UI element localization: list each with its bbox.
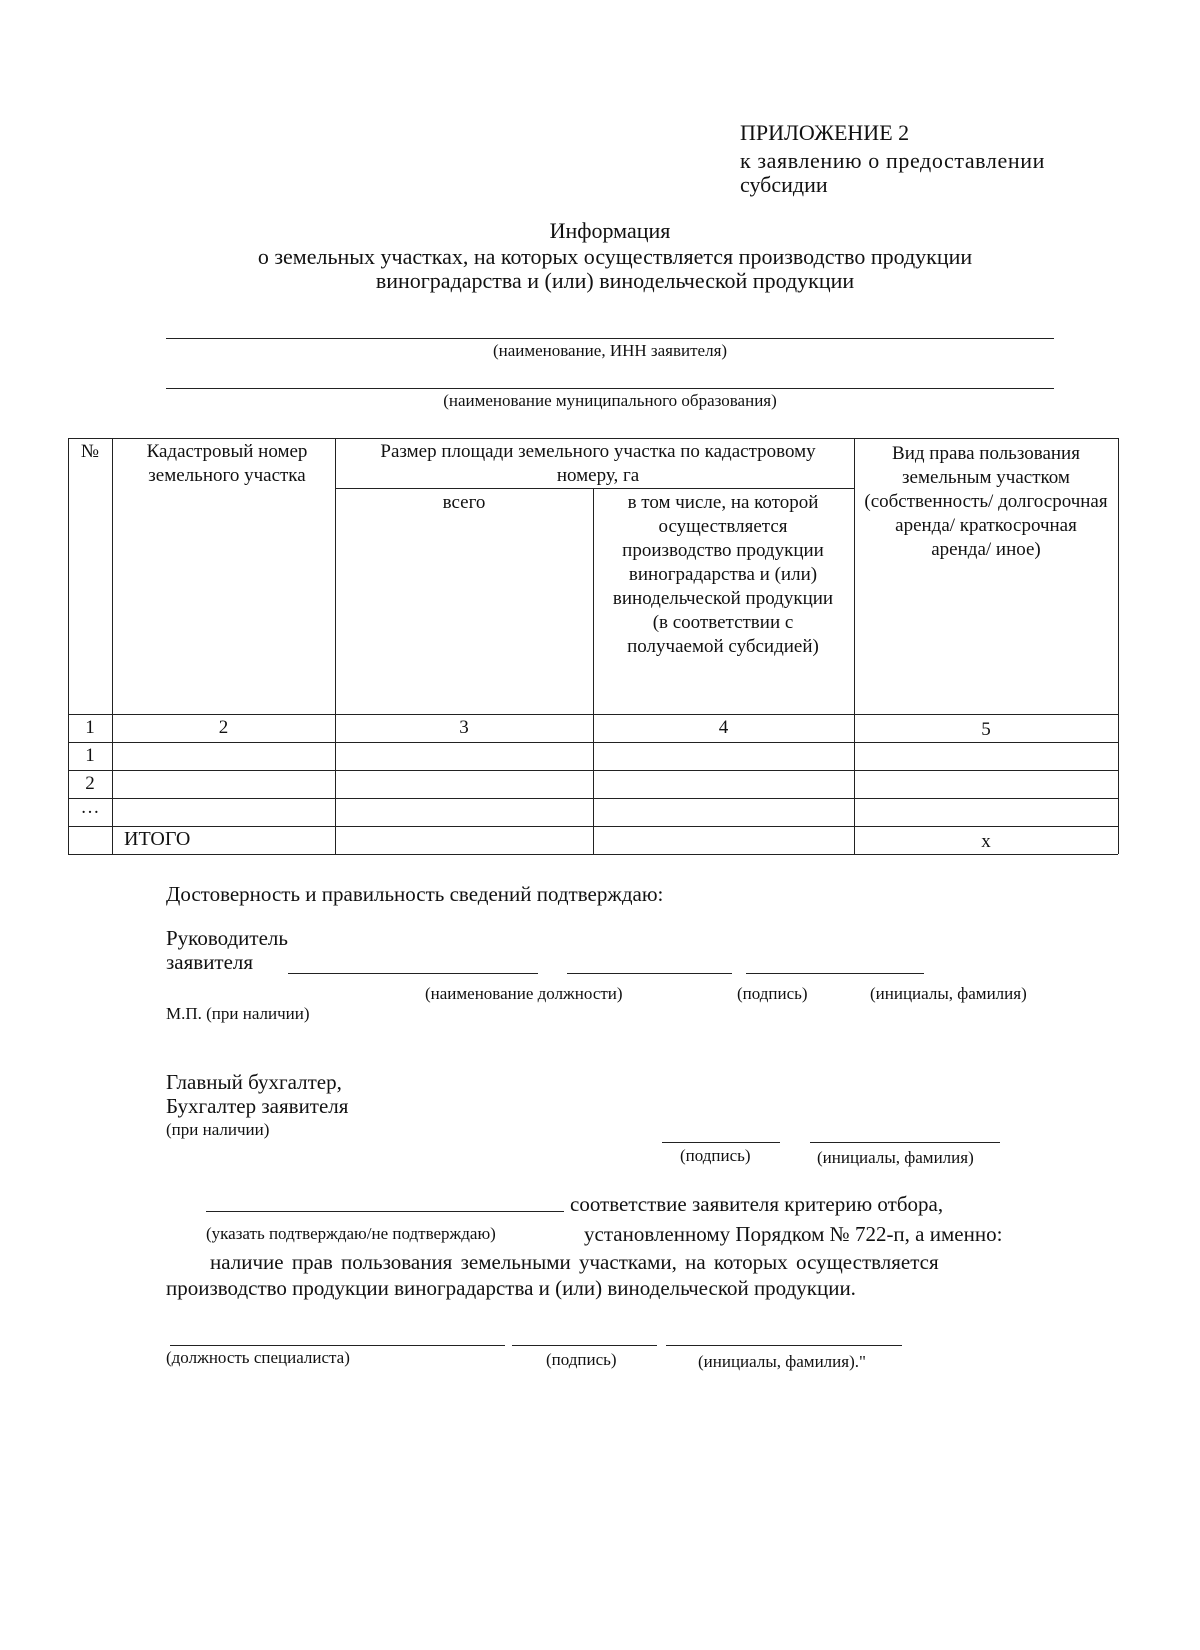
applicant-caption: (наименование, ИНН заявителя) <box>492 341 728 360</box>
compliance-text-2: установленному Порядком № 722-п, а именно: <box>584 1222 1003 1246</box>
compliance-text-4: производство продукции виноградарства и (или) винодельческой продукции. <box>166 1276 856 1300</box>
accountant-name-line[interactable] <box>810 1142 1000 1143</box>
table-row: 1 <box>85 745 95 766</box>
appendix-line-1: к заявлению о предоставлении <box>740 148 1045 173</box>
header-area-total: всего <box>442 492 486 513</box>
municipality-line[interactable] <box>166 388 1054 389</box>
accountant-line-3: (при наличии) <box>166 1120 270 1139</box>
caption-position: (наименование должности) <box>425 984 623 1003</box>
specialist-caption-name: (инициалы, фамилия)." <box>698 1352 866 1371</box>
specialist-name-line[interactable] <box>666 1345 902 1346</box>
caption-signature: (подпись) <box>737 984 808 1003</box>
compliance-caption-confirm: (указать подтверждаю/не подтверждаю) <box>206 1224 496 1243</box>
column-number: 4 <box>718 717 729 738</box>
total-right: x <box>981 831 991 852</box>
head-line-2: заявителя <box>166 950 254 974</box>
heading-line-1: о земельных участках, на которых осуществляется производство продукции <box>257 244 973 269</box>
signature-line[interactable] <box>567 973 732 974</box>
column-number: 3 <box>459 717 469 738</box>
specialist-signature-line[interactable] <box>512 1345 657 1346</box>
column-number: 1 <box>85 717 95 738</box>
compliance-text-1: соответствие заявителя критерию отбора, <box>570 1192 944 1216</box>
header-area-including: в том числе, на которой осуществляется производство продукции виноградарства и (или) винодельческой продукции (в соответствии с получаемой субсидией) <box>612 492 834 657</box>
land-plots-table <box>68 438 1118 854</box>
appendix-title: ПРИЛОЖЕНИЕ 2 <box>740 120 910 145</box>
head-line-1: Руководитель <box>166 926 288 950</box>
caption-name: (инициалы, фамилия) <box>870 984 1027 1003</box>
accountant-signature-line[interactable] <box>662 1142 780 1143</box>
compliance-text-3: наличие прав пользования земельными участками, на которых осуществляется <box>210 1250 939 1274</box>
name-line[interactable] <box>746 973 924 974</box>
position-line[interactable] <box>288 973 538 974</box>
header-cadastral: Кадастровый номер земельного участка <box>146 441 308 486</box>
applicant-line[interactable] <box>166 338 1054 339</box>
accountant-line-2: Бухгалтер заявителя <box>166 1094 349 1118</box>
heading-line-2: виноградарства и (или) винодельческой продукции <box>375 268 855 293</box>
header-right-type: Вид права пользования земельным участком (собственность/ долгосрочная аренда/ краткосрочная аренда/ иное) <box>864 443 1108 560</box>
confirm-choice-line[interactable] <box>206 1211 564 1212</box>
appendix-line-2: субсидии <box>740 172 828 197</box>
specialist-position-line[interactable] <box>170 1345 505 1346</box>
column-number: 5 <box>981 719 991 740</box>
accountant-caption-signature: (подпись) <box>680 1146 751 1165</box>
accountant-caption-name: (инициалы, фамилия) <box>817 1148 974 1167</box>
header-num: № <box>80 441 100 462</box>
total-label: ИТОГО <box>124 828 191 850</box>
confirm-statement: Достоверность и правильность сведений подтверждаю: <box>166 882 664 906</box>
heading-title: Информация <box>549 218 671 243</box>
table-row: 2 <box>85 773 95 794</box>
municipality-caption: (наименование муниципального образования) <box>443 391 777 410</box>
accountant-line-1: Главный бухгалтер, <box>166 1070 342 1094</box>
table-row: … <box>80 797 100 818</box>
stamp-label: М.П. (при наличии) <box>166 1004 310 1023</box>
header-area-group: Размер площади земельного участка по кадастровому номеру, га <box>380 441 816 486</box>
column-number: 2 <box>218 717 229 738</box>
specialist-caption-position: (должность специалиста) <box>166 1348 350 1367</box>
specialist-caption-signature: (подпись) <box>546 1350 617 1369</box>
